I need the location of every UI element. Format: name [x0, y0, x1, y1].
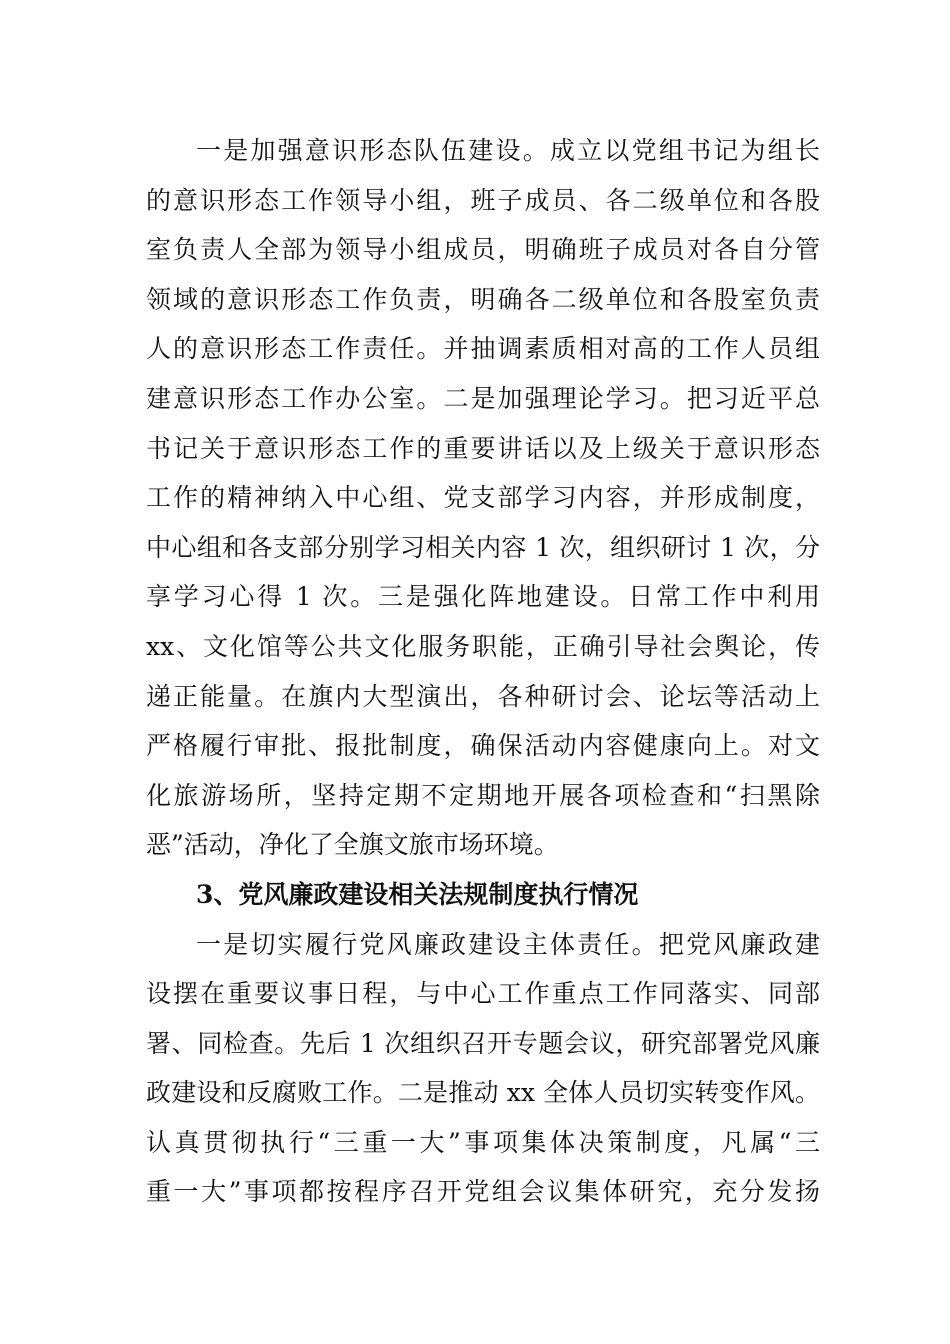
paragraph-line: 中心组和各支部分别学习相关内容 1 次，组织研讨 1 次，分	[146, 532, 820, 562]
section-heading: 3、党风廉政建设相关法规制度执行情况	[196, 879, 639, 909]
paragraph-line: xx、文化馆等公共文化服务职能，正确引导社会舆论，传	[146, 631, 820, 661]
paragraph-line: 严格履行审批、报批制度，确保活动内容健康向上。对文	[146, 731, 820, 761]
paragraph-line: 政建设和反腐败工作。二是推动 xx 全体人员切实转变作风。	[146, 1078, 820, 1108]
paragraph-line: 领域的意识形态工作负责，明确各二级单位和各股室负责	[146, 284, 820, 314]
paragraph-line: 恶”活动，净化了全旗文旅市场环境。	[146, 830, 559, 860]
paragraph-line: 工作的精神纳入中心组、党支部学习内容，并形成制度，	[146, 483, 820, 513]
paragraph-line: 设摆在重要议事日程，与中心工作重点工作同落实、同部	[146, 979, 820, 1009]
paragraph-line: 递正能量。在旗内大型演出，各种研讨会、论坛等活动上	[146, 681, 820, 711]
paragraph-line: 重一大”事项都按程序召开党组会议集体研究，充分发扬	[146, 1177, 820, 1207]
paragraph-line: 的意识形态工作领导小组，班子成员、各二级单位和各股	[146, 185, 820, 215]
paragraph-line: 建意识形态工作办公室。二是加强理论学习。把习近平总	[146, 383, 820, 413]
paragraph-line: 享学习心得 1 次。三是强化阵地建设。日常工作中利用	[146, 582, 820, 612]
paragraph-line: 室负责人全部为领导小组成员，明确班子成员对各自分管	[146, 235, 820, 265]
paragraph-line: 署、同检查。先后 1 次组织召开专题会议，研究部署党风廉	[146, 1028, 820, 1058]
paragraph-line: 人的意识形态工作责任。并抽调素质相对高的工作人员组	[146, 334, 820, 364]
paragraph-line: 化旅游场所，坚持定期不定期地开展各项检查和“扫黑除	[146, 780, 820, 810]
paragraph-line: 一是加强意识形态队伍建设。成立以党组书记为组长	[196, 136, 820, 165]
paragraph-line: 认真贯彻执行“三重一大”事项集体决策制度，凡属“三	[146, 1127, 820, 1157]
paragraph-line: 一是切实履行党风廉政建设主体责任。把党风廉政建	[196, 929, 820, 959]
paragraph-line: 书记关于意识形态工作的重要讲话以及上级关于意识形态	[146, 433, 820, 463]
document-body	[146, 126, 820, 1217]
